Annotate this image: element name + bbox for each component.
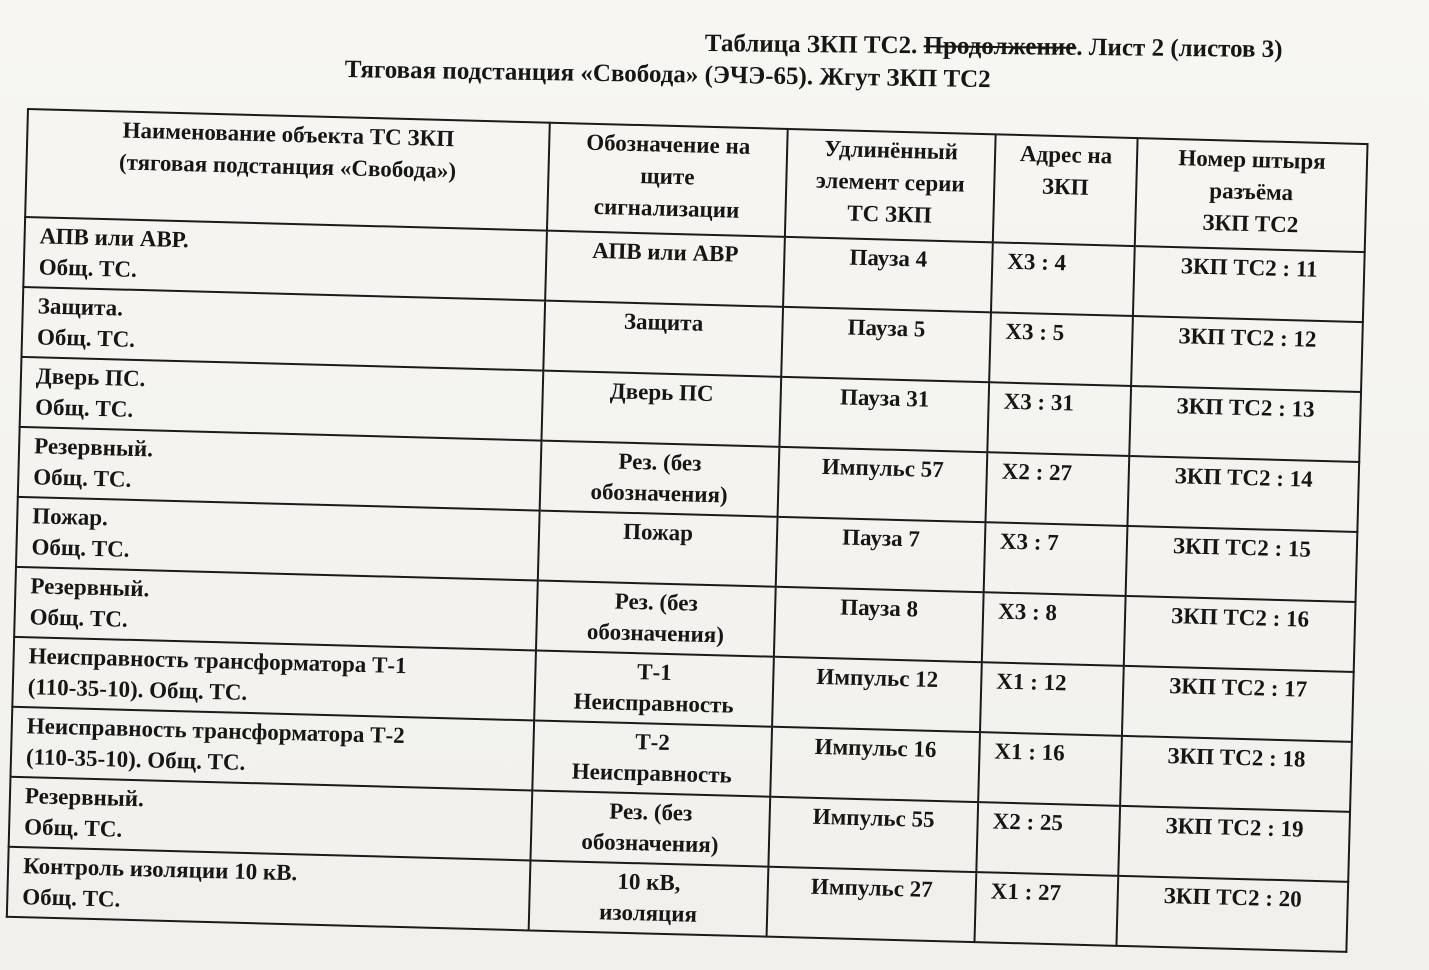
cell-panel-designation [545,231,785,307]
cell-text: ЗКП ТС2 : 19 [1165,813,1304,842]
cell-text: ЗКП ТС2 : 17 [1168,673,1308,702]
cell-text: (110-35-10). Общ. ТС. [25,744,246,775]
cell-text: ЗКП ТС2 : 13 [1176,393,1315,422]
cell-text: (110-35-10). Общ. ТС. [27,674,248,705]
cell-pin-number [1133,246,1365,322]
header-line: Удлинённый [824,135,959,165]
cell-text: обозначения) [590,478,728,508]
cell-text: Пауза 5 [847,314,926,342]
cell-text: Пауза 31 [839,384,930,412]
cell-text: ЗКП ТС2 : 20 [1163,883,1303,912]
cell-pin-number [1120,736,1352,812]
cell-address [978,732,1122,806]
cell-pin-number [1116,876,1348,952]
header-line: Адрес на [1019,141,1113,169]
header-line: Обозначение на [585,129,751,159]
cell-text: X1 : 16 [994,738,1066,766]
header-line: ЗКП [1041,173,1089,200]
cell-text: ЗКП ТС2 : 14 [1174,463,1314,492]
cell-text: Резервный. [33,433,154,462]
signals-table-wrapper [6,108,1367,953]
cell-text: X3 : 31 [1003,388,1075,416]
cell-pin-number [1124,596,1356,672]
cell-address [982,592,1126,666]
cell-pin-number [1122,666,1354,742]
cell-text: X1 : 27 [990,878,1062,906]
cell-text: Резервный. [24,783,145,812]
cell-text: X1 : 12 [996,668,1067,696]
cell-text: X3 : 4 [1006,248,1067,276]
header-line: Наименование объекта ТС ЗКП [122,117,455,152]
cell-pin-number [1126,526,1358,602]
header-line: сигнализации [593,193,740,223]
cell-text: Пауза 4 [849,244,928,272]
header-line: ЗКП ТС2 [1202,209,1299,238]
cell-text: Неисправность трансформатора Т-1 [28,643,407,679]
cell-address [985,452,1129,526]
cell-text: ЗКП ТС2 : 11 [1180,253,1318,282]
header-line: ТС ЗКП [846,200,933,228]
cell-text: обозначения) [581,828,719,858]
caption-prefix: Таблица ЗКП ТС2. [704,30,924,60]
table-caption [705,30,1283,64]
cell-extended-element [767,867,977,942]
cell-text: Неисправность трансформатора Т-2 [26,713,406,749]
cell-address [991,242,1135,316]
header-line: разъёма [1209,177,1294,206]
cell-text: АПВ или АВР [592,237,739,267]
cell-extended-element [781,307,991,382]
cell-text: АПВ или АВР. [39,223,189,253]
cell-text: Пауза 8 [840,594,919,622]
column-header-panel-designation [547,123,788,237]
cell-object-name [7,847,531,931]
cell-text: X3 : 5 [1005,318,1065,346]
cell-address [989,312,1133,386]
cell-text: Рез. (без [618,448,702,476]
cell-extended-element [779,377,989,452]
cell-pin-number [1127,456,1359,532]
cell-text: ЗКП ТС2 : 18 [1167,743,1306,772]
cell-extended-element [768,797,978,872]
header-line: (тяговая подстанция «Свобода») [118,149,457,184]
cell-extended-element [783,237,993,312]
cell-text: Неисправность [573,688,734,718]
cell-text: Импульс 16 [814,733,937,763]
cell-extended-element [772,657,982,732]
cell-text: Пауза 7 [841,524,921,552]
cell-text: Пожар. [32,503,109,531]
cell-address [974,872,1118,946]
cell-address [984,522,1128,596]
cell-text: Импульс 57 [821,453,945,483]
document-title: Тяговая подстанция «Свобода» (ЭЧЭ-65). Жгут ЗКП ТС2 [344,56,991,94]
cell-extended-element [770,727,980,802]
cell-address [987,382,1131,456]
cell-text: Общ. ТС. [31,534,130,562]
cell-text: X3 : 8 [997,598,1058,626]
cell-text: Неисправность [571,758,733,788]
cell-text: Общ. ТС. [38,254,138,282]
header-line: элемент серии [815,167,966,197]
column-header-address [993,134,1138,246]
cell-text: Импульс 27 [810,873,934,902]
column-header-extended-element [785,129,996,242]
cell-text: Импульс 55 [812,803,935,832]
cell-panel-designation [538,511,778,587]
cell-text: Защита [623,308,704,336]
cell-pin-number [1129,386,1361,462]
cell-text: 10 кВ, [617,868,681,896]
table-body [7,217,1365,952]
cell-text: Общ. ТС. [36,324,136,352]
cell-extended-element [774,587,984,662]
cell-text: обозначения) [586,618,725,648]
cell-text: ЗКП ТС2 : 16 [1170,603,1310,632]
cell-text: ЗКП ТС2 : 12 [1178,323,1317,352]
cell-text: Общ. ТС. [29,604,128,632]
cell-text: Контроль изоляции 10 кВ. [22,853,298,886]
cell-pin-number [1118,806,1350,882]
cell-address [980,662,1124,736]
cell-panel-designation [534,651,774,727]
cell-panel-designation [536,581,776,657]
cell-extended-element [776,517,986,592]
cell-text: Общ. ТС. [23,814,123,842]
column-header-object-name [25,109,550,231]
cell-text: X2 : 25 [992,808,1064,836]
header-line: Номер штыря [1178,145,1327,175]
cell-text: X3 : 7 [999,528,1060,556]
cell-text: Т-1 [636,659,673,686]
cell-panel-designation [529,860,769,936]
cell-pin-number [1131,316,1363,392]
cell-text: Т-2 [635,729,671,756]
column-header-pin-number [1135,138,1368,252]
cell-panel-designation [543,301,783,377]
caption-struck-word: Продолжение [923,32,1077,61]
cell-text: Рез. (без [608,798,693,826]
cell-text: Дверь ПС. [35,363,146,392]
cell-text: изоляция [598,899,698,927]
cell-address [976,802,1120,876]
signals-table [6,108,1369,953]
cell-text: Дверь ПС [609,378,714,407]
cell-text: Общ. ТС. [22,884,121,912]
cell-text: ЗКП ТС2 : 15 [1172,533,1312,562]
cell-extended-element [778,447,988,522]
cell-text: Защита. [37,293,124,321]
cell-panel-designation [532,720,772,796]
cell-panel-designation [540,441,780,517]
caption-suffix: . Лист 2 (листов 3) [1076,33,1283,64]
header-line: щите [640,163,695,190]
cell-text: Общ. ТС. [34,394,134,422]
cell-text: Пожар [622,518,694,546]
cell-text: Рез. (без [614,588,699,616]
cell-panel-designation [530,790,770,866]
cell-text: Импульс 12 [816,663,939,693]
cell-panel-designation [541,371,781,447]
cell-text: Общ. ТС. [33,464,132,492]
cell-text: Резервный. [30,573,150,602]
cell-text: X2 : 27 [1001,458,1073,486]
